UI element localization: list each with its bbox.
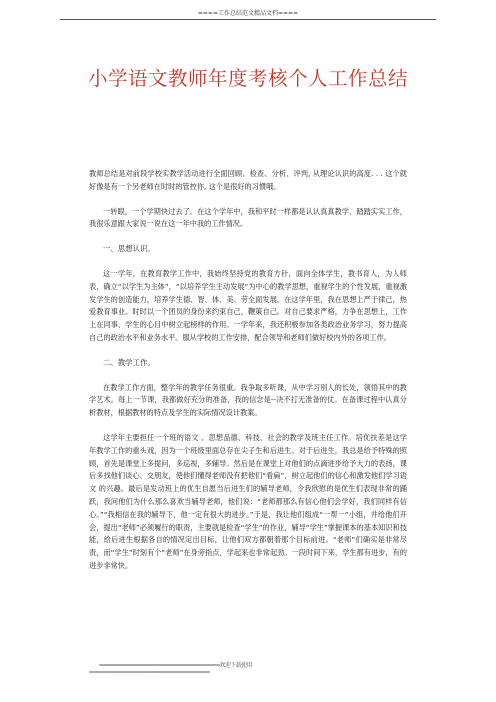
teaching-paragraph-1: 在教学工作方面，整学年的教学任务很重。我争取多听课，从中学习别人的长处，领悟其中的教学艺术。每上一节课，我都做好充分的准备，我的信念是--决不打无准备的仗。在备课过程中认真分析教材，根据教材的特点及学生的实际情况设计教案。: [89, 382, 407, 418]
section-heading-thought: 一、思想认识。: [103, 244, 155, 254]
footer-download-line: ========================================欢迎下载使用: [99, 662, 252, 669]
opening-paragraph: 一转眼，一个学期快过去了。在这个学年中，我和平时一样都是认认真真教学、踏踏实实工作，我很乐意跟大家说一说在这一年中我的工作情况。: [89, 206, 407, 229]
header-divider: [60, 19, 436, 20]
teaching-paragraph-2: 这学年主要担任一个班的语文 、思想品德、科技、社会的教学及班主任工作。培优扶差是这学年教学工作的重头戏，因为一个班级里面总存在尖子生和后进生。对于后进生，我总是给予特殊的照顾，首先是课堂上多提问，多巡视，多辅导。然后是在课堂上对他们的点滴进步给予大力的表扬，课后多找他们谈心、交朋友，使他们懂得老师没有把他们“看扁”，树立起他们的信心和激发他们学习语文 的兴趣。最后是发动班上的优生自愿当后进生们的辅导老师，令我欣慰的是优生们表现非常的踊跃，我问他们为什么那么喜欢当辅导老师，他们说：“老师都那么有信心他们会学好，我们同样有信心。”“我相信在我的辅导下，他一定有很大的进步。”于是，我让他们组成“一帮一”小组，并给他们开会，提出“老师”必须履行的职责，主要就是检查“学生”的作业，辅导“学生”掌握课本的基本知识和技能，给后进生根据各自的情况定出目标，让他们双方都朝着那个目标前进。“老师”们确实是非常尽责，而“学生”时刻有个“老师”在身旁指点，学起来也非常起劲。一段时间下来，学生都有进步，有的进步非常快。: [89, 432, 407, 570]
section-heading-teaching: 二、教学工作。: [103, 357, 155, 367]
page-header-text: ====工作总结范文精品文档====: [197, 10, 299, 17]
footer-rule-line: ========================================: [89, 669, 210, 676]
thought-paragraph: 这一学年，在教育教学工作中，我始终坚持党的教育方针，面向全体学生，教书育人，为人师表，确立“以学生为主体”，“以培养学生主动发展”为中心的教学思想，重视学生的个性发展，重视激发学生的创造能力，培养学生德、智、体、美、劳全面发展。在这学年里，我在思想上严于律己，热爱教育事业。时时以一个团员的身份来约束自己，鞭策自己。对自己要求严格，力争在思想上，工作上在同事、学生的心目中树立起榜样的作用。一学年来，我还积极参加各类政治业务学习，努力提高自己的政治水平和业务水平。服从学校的工作安排，配合领导和老师们做好校内外的各项工作。: [89, 268, 407, 342]
document-title: 小学语文教师年度考核个人工作总结: [87, 67, 408, 90]
document-body: [89, 168, 407, 585]
intro-paragraph: 教师总结是对前段学校实教学活动进行全面回顾、检查、分析、评判, 从理论认识的高度. . . 这个就好像是有一个另老师在时时的管控你, 这个是很好的习惯哦。: [89, 169, 407, 191]
